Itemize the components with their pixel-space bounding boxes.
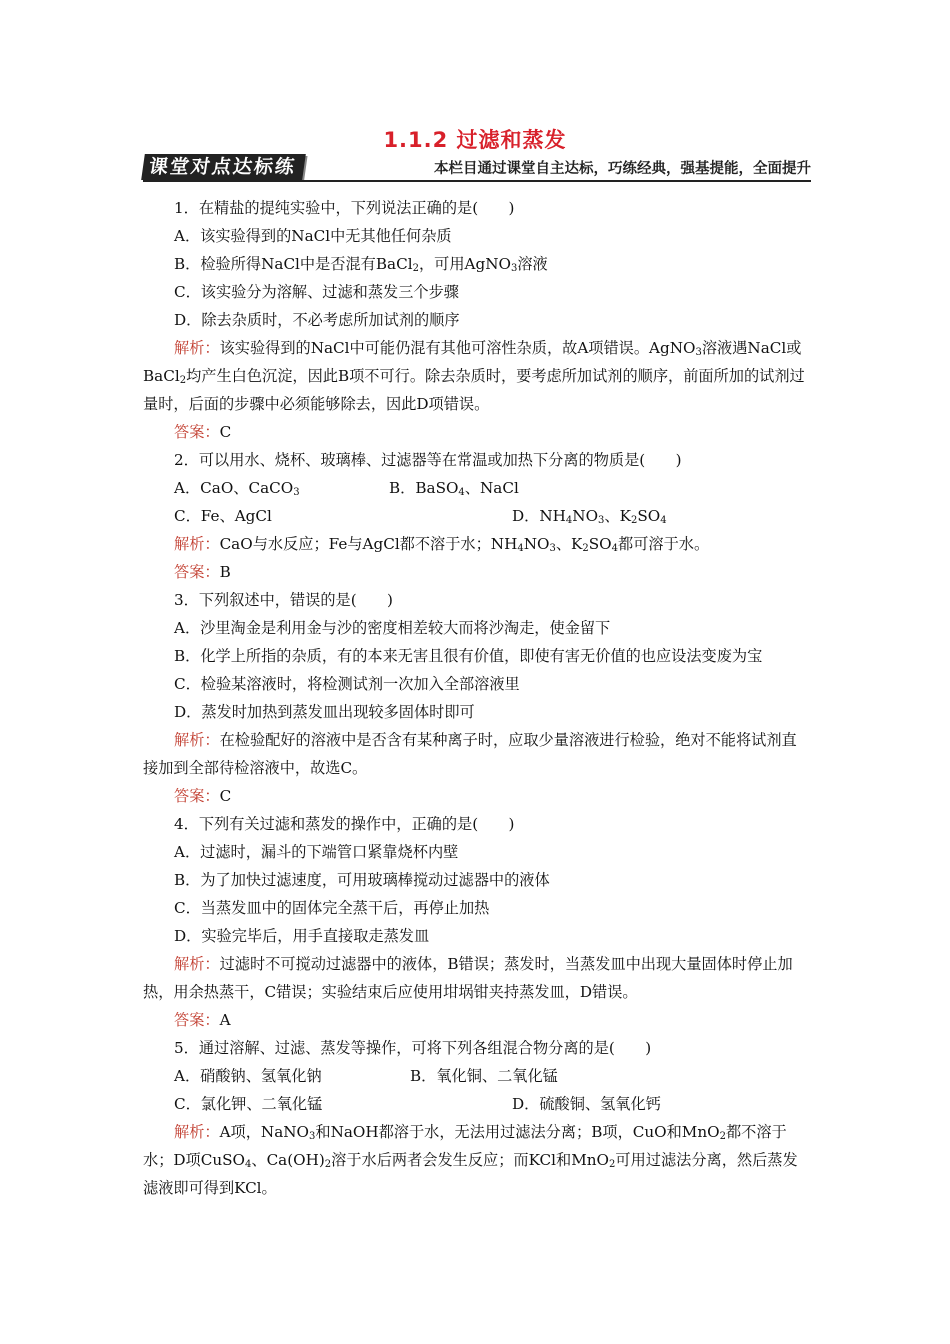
question-5-option-a: A．硝酸钠、氢氧化钠 (174, 1067, 322, 1085)
question-4-analysis: 解析：过滤时不可搅动过滤器中的液体，B错误；蒸发时，当蒸发皿中出现大量固体时停止加热，用余热蒸干，C错误；实验结束后应使用坩埚钳夹持蒸发皿，D错误。 (143, 955, 793, 1001)
page-title: 1.1.2 过滤和蒸发 (383, 128, 567, 152)
question-4-option-d: D．实验完毕后，用手直接取走蒸发皿 (174, 927, 430, 945)
exercise-content (143, 194, 811, 1202)
question-5-option-d: D．硫酸铜、氢氧化钙 (512, 1095, 661, 1113)
question-2-options-row-2 (143, 502, 811, 530)
section-slogan: 本栏目通过课堂自主达标，巧练经典，强基提能，全面提升 (434, 161, 811, 177)
question-2-analysis: 解析：CaO与水反应；Fe与AgCl都不溶于水；$NH_4NO_3$、$K_2SO_4$都可溶于水。 (174, 535, 710, 554)
question-4-option-c: C．当蒸发皿中的固体完全蒸干后，再停止加热 (174, 899, 490, 917)
question-2-answer: 答案：B (174, 563, 231, 581)
question-5-option-c: C．氯化钾、二氧化锰 (174, 1095, 323, 1113)
question-2-option-d: D．$NH_4NO_3$、$K_2SO_4$ (512, 507, 667, 526)
question-4-option-a: A．过滤时，漏斗的下端管口紧靠烧杯内壁 (174, 843, 459, 861)
question-5-stem: 5．通过溶解、过滤、蒸发等操作，可将下列各组混合物分离的是( ) (174, 1039, 652, 1057)
question-5-analysis: 解析：A项，NaNO$_3$和NaOH都溶于水，无法用过滤法分离；B项，CuO和MnO$_2$都不溶于水；D项CuSO$_4$、$Ca(OH)_2$溶于水后两者会发生反应；而KCl和MnO$_2$可用过滤法分离，然后蒸发滤液即可得到KCl。 (143, 1123, 798, 1197)
question-3-option-c: C．检验某溶液时，将检测试剂一次加入全部溶液里 (174, 675, 520, 693)
question-1-answer: 答案：C (174, 423, 232, 441)
question-4-answer: 答案：A (174, 1011, 231, 1029)
question-5-options-row-2 (143, 1090, 811, 1118)
question-2-option-b: B．BaSO$_4$、NaCl (389, 479, 519, 498)
question-1-analysis: 解析：该实验得到的NaCl中可能仍混有其他可溶性杂质，故A项错误。AgNO$_3$溶液遇NaCl或BaCl$_2$均产生白色沉淀，因此B项不可行。除去杂质时，要考虑所加试剂的顺序，前面所加的试剂过量时，后面的步骤中必须能够除去，因此D项错误。 (143, 339, 805, 413)
analysis-label: 解析： (174, 1123, 220, 1141)
question-4-stem: 4．下列有关过滤和蒸发的操作中，正确的是( ) (174, 815, 515, 833)
answer-label: 答案： (174, 563, 220, 581)
question-5-options-row-1 (143, 1062, 811, 1090)
question-3-option-b: B．化学上所指的杂质，有的本来无害且很有价值，即使有害无价值的也应设法变废为宝 (174, 647, 763, 665)
section-badge: 课堂对点达标练 (141, 154, 306, 180)
answer-label: 答案： (174, 423, 220, 441)
question-3-option-d: D．蒸发时加热到蒸发皿出现较多固体时即可 (174, 703, 475, 721)
question-1-option-b: B．检验所得NaCl中是否混有BaCl$_2$，可用AgNO$_3$溶液 (174, 255, 548, 274)
question-1-option-c: C．该实验分为溶解、过滤和蒸发三个步骤 (174, 283, 459, 301)
question-1-option-a: A．该实验得到的NaCl中无其他任何杂质 (174, 227, 452, 245)
header-divider (143, 180, 811, 182)
question-2-options-row-1 (143, 474, 811, 502)
answer-label: 答案： (174, 1011, 220, 1029)
question-4-option-b: B．为了加快过滤速度，可用玻璃棒搅动过滤器中的液体 (174, 871, 550, 889)
question-3-analysis: 解析：在检验配好的溶液中是否含有某种离子时，应取少量溶液进行检验，绝对不能将试剂直接加到全部待检溶液中，故选C。 (143, 731, 797, 777)
analysis-label: 解析： (174, 955, 220, 973)
question-1-option-d: D．除去杂质时，不必考虑所加试剂的顺序 (174, 311, 460, 329)
question-1-stem: 1．在精盐的提纯实验中，下列说法正确的是( ) (174, 199, 515, 217)
answer-label: 答案： (174, 787, 220, 805)
question-2-option-a: A．CaO、CaCO$_3$ (174, 479, 300, 498)
question-3-option-a: A．沙里淘金是利用金与沙的密度相差较大而将沙淘走，使金留下 (174, 619, 611, 637)
analysis-label: 解析： (174, 339, 220, 357)
question-2-option-c: C．Fe、AgCl (174, 507, 272, 525)
question-3-answer: 答案：C (174, 787, 232, 805)
question-5-option-b: B．氧化铜、二氧化锰 (410, 1067, 558, 1085)
question-2-stem: 2．可以用水、烧杯、玻璃棒、过滤器等在常温或加热下分离的物质是( ) (174, 451, 682, 469)
question-3-stem: 3．下列叙述中，错误的是( ) (174, 591, 393, 609)
analysis-label: 解析： (174, 731, 220, 749)
analysis-label: 解析： (174, 535, 220, 553)
section-header (143, 154, 811, 182)
